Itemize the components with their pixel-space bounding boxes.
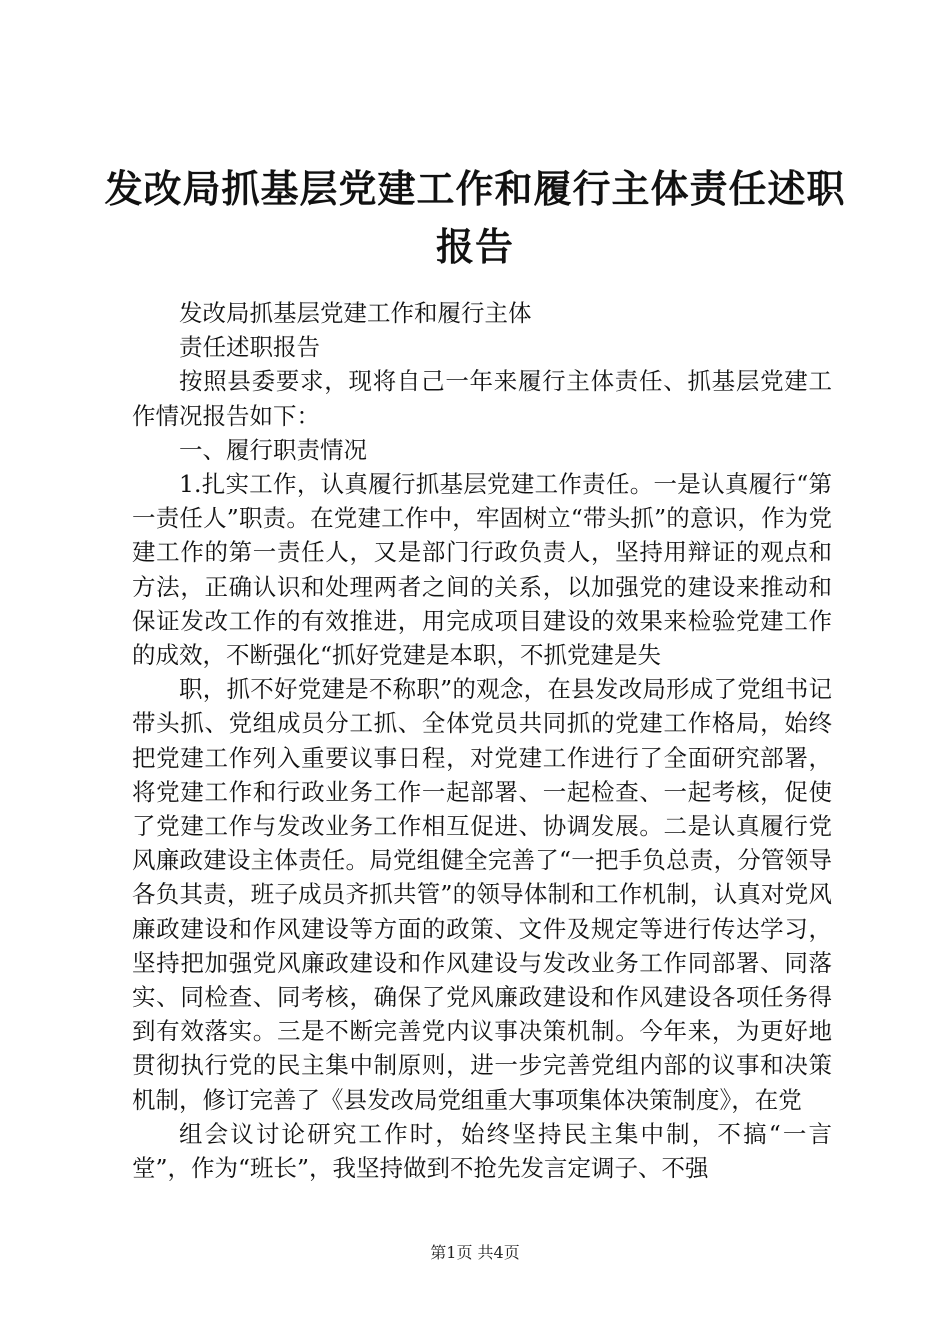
document-body: [132, 296, 832, 1185]
page-number-footer: 第1页 共4页: [430, 1243, 520, 1262]
paragraph: 职，抓不好党建是不称职”的观念，在县发改局形成了党组书记带头抓、党组成员分工抓、全体党员共同抓的党建工作格局，始终把党建工作列入重要议事日程，对党建工作进行了全面研究部署，将党建工作和行政业务工作一起部署、一起检查、一起考核，促使了党建工作与发改业务工作相互促进、协调发展。二是认真履行党风廉政建设主体责任。局党组健全完善了“一把手负总责，分管领导各负其责，班子成员齐抓共管”的领导体制和工作机制，认真对党风廉政建设和作风建设等方面的政策、文件及规定等进行传达学习，坚持把加强党风廉政建设和作风建设与发改业务工作同部署、同落实、同检查、同考核，确保了党风廉政建设和作风建设各项任务得到有效落实。三是不断完善党内议事决策机制。今年来，为更好地贯彻执行党的民主集中制原则，进一步完善党组内部的议事和决策机制，修订完善了《县发改局党组重大事项集体决策制度》，在党: [132, 675, 832, 1114]
paragraph: 组会议讨论研究工作时，始终坚持民主集中制，不搞“一言堂”，作为“班长”，我坚持做到不抢先发言定调子、不强: [132, 1119, 832, 1183]
paragraph: 1.扎实工作，认真履行抓基层党建工作责任。一是认真履行“第一责任人”职责。在党建工作中，牢固树立“带头抓”的意识，作为党建工作的第一责任人，又是部门行政负责人，坚持用辩证的观点和方法，正确认识和处理两者之间的关系，以加强党的建设来推动和保证发改工作的有效推进，用完成项目建设的效果来检验党建工作的成效，不断强化“抓好党建是本职，不抓党建是失: [132, 470, 832, 670]
section-heading: 一、履行职责情况: [179, 435, 367, 464]
document-title: 发改局抓基层党建工作和履行主体责任述职报告: [104, 166, 846, 269]
paragraph: 责任述职报告: [179, 333, 320, 362]
paragraph: 按照县委要求，现将自己一年来履行主体责任、抓基层党建工作情况报告如下：: [132, 367, 832, 430]
paragraph: 发改局抓基层党建工作和履行主体: [179, 299, 532, 327]
